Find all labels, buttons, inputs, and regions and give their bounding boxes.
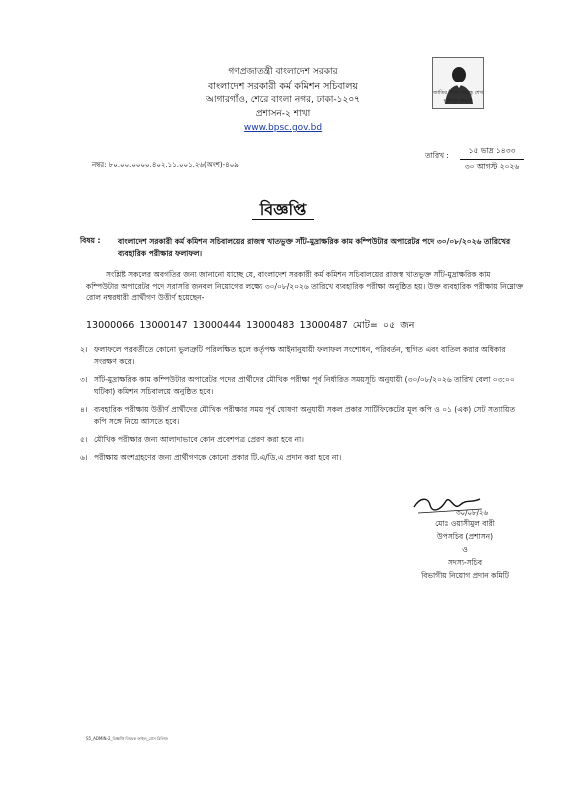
header-line-1: গণপ্রজাতন্ত্রী বাংলাদেশ সরকার xyxy=(228,67,338,77)
body-paragraph: সংশ্লিষ্ট সকলের অবগতির জন্য জানানো যাচ্ছে যে, বাংলাদেশ সরকারী কর্ম কমিশন সচিবালয়ের রাজস্ব খাতভুক্ত সাঁট-মুদ্রাক্ষরিক কাম কম্পিউটার অপারেটর পদে সরাসরি জনবল নিয়োগের লক্ষ্যে ৩০/০৮/২০২৬ তারিখে ব্যবহারিক পরীক্ষা অনুষ্ঠিত হয়। উক্ত ব্যবহারিক পরীক্ষায় নিম্নোক্ত রোল নম্বরধারী প্রার্থীগণ উত্তীর্ণ হয়েছেন- xyxy=(86,270,524,302)
header-address: আগারগাঁও, শেরে বাংলা নগর, ঢাকা-১২০৭ xyxy=(205,95,361,105)
notice-title: বিজ্ঞপ্তি xyxy=(259,200,307,219)
signatory-committee: বিভাগীয় নিয়োগ প্রদান কমিটি xyxy=(421,571,509,580)
item-number-3: ৩। xyxy=(80,375,88,384)
signatory-role: সদস্য-সচিব xyxy=(447,558,483,567)
item-number-5: ৫। xyxy=(80,435,88,444)
item-number-4: ৪। xyxy=(80,405,88,414)
portrait-caption: জাতির পিতা বঙ্গবন্ধু শেখ মুজিবুর রহমান xyxy=(433,90,483,104)
date-label: তারিখ : xyxy=(425,151,449,160)
header-section: প্রশাসন-২ শাখা xyxy=(255,109,311,119)
item-text-5: মৌখিক পরীক্ষার জন্য আলাদাভাবে কোন প্রবেশপত্র প্রেরণ করা হবে না। xyxy=(94,435,304,444)
roll-numbers: 13000066 13000147 13000444 13000483 13000487 মোট= ০৫ জন xyxy=(86,320,415,331)
date-divider xyxy=(460,159,524,160)
header-organization: বাংলাদেশ সরকারী কর্ম কমিশন সচিবালয় xyxy=(207,81,358,92)
item-number-6: ৬। xyxy=(80,453,88,462)
date-english: ৩০ আগস্ট ২০২৬ xyxy=(464,162,520,171)
signature-date: ৩০/০৮/২৬ xyxy=(456,509,489,517)
footer-file-path: S5_ADMIN-2_বিজ্ঞপ্তি বিষয়ক ফাইল_প্রেস রিলিজ xyxy=(86,736,169,741)
handwritten-signature xyxy=(410,493,490,517)
subject-text: বাংলাদেশ সরকারী কর্ম কমিশন সচিবালয়ের রাজস্ব খাতভুক্ত সাঁট-মুদ্রাক্ষরিক কাম কম্পিউটার অপারেটর পদে ৩০/০৮/২০২৬ তারিখের ব্যবহারিক পরীক্ষার ফলাফল। xyxy=(118,237,511,258)
signatory-designation: উপসচিব (প্রশাসন) xyxy=(436,532,494,541)
signatory-conjunction: ও xyxy=(462,545,468,554)
website-link[interactable]: www.bpsc.gov.bd xyxy=(243,123,323,133)
portrait-image xyxy=(432,57,484,109)
memo-reference: নম্বর: ৮০.০০.০০০০.৪০২.১১.০০১.২৬(অংশ)-৪০৯ xyxy=(92,161,239,169)
signatory-name: মোঃ ওয়াসীমুল বারী xyxy=(435,519,495,528)
item-text-3: সাঁট-মুদ্রাক্ষরিক কাম কম্পিউটার অপারেটর পদের প্রার্থীদের মৌখিক পরীক্ষা পূর্ব নির্ধারিত সময়সূচি অনুযায়ী (৩০/০৮/২০২৬ তারিখ বেলা ০৩:০০ ঘটিকা) কমিশন সচিবালয়ে অনুষ্ঠিত হবে। xyxy=(94,375,515,396)
item-text-2: ফলাফলে পরবর্তীতে কোনো ভুলত্রুটি পরিলক্ষিত হলে কর্তৃপক্ষ আইনানুযায়ী ফলাফল সংশোধন, পরিবর্তন, স্থগিত এবং বাতিল করার অধিকার সংরক্ষণ করে। xyxy=(94,345,506,366)
date-bangla: ১৫ ভাদ্র ১৪৩৩ xyxy=(468,146,516,155)
item-text-4: ব্যবহারিক পরীক্ষায় উত্তীর্ণ প্রার্থীদের মৌখিক পরীক্ষার সময় পূর্ব ঘোষণা অনুযায়ী সকল প্রকার সার্টিফিকেটের মূল কপি ও ০১ (এক) সেট সত্যায়িত কপি সঙ্গে নিয়ে আসতে হবে। xyxy=(94,405,516,426)
subject-label: বিষয় : xyxy=(80,236,101,245)
item-number-2: ২। xyxy=(80,345,88,354)
item-text-6: পরীক্ষায় অংশগ্রহণের জন্য প্রার্থীগণকে কোনো প্রকার টি.এ/ডি.এ প্রদান করা হবে না। xyxy=(94,453,342,462)
title-underline xyxy=(252,219,314,220)
